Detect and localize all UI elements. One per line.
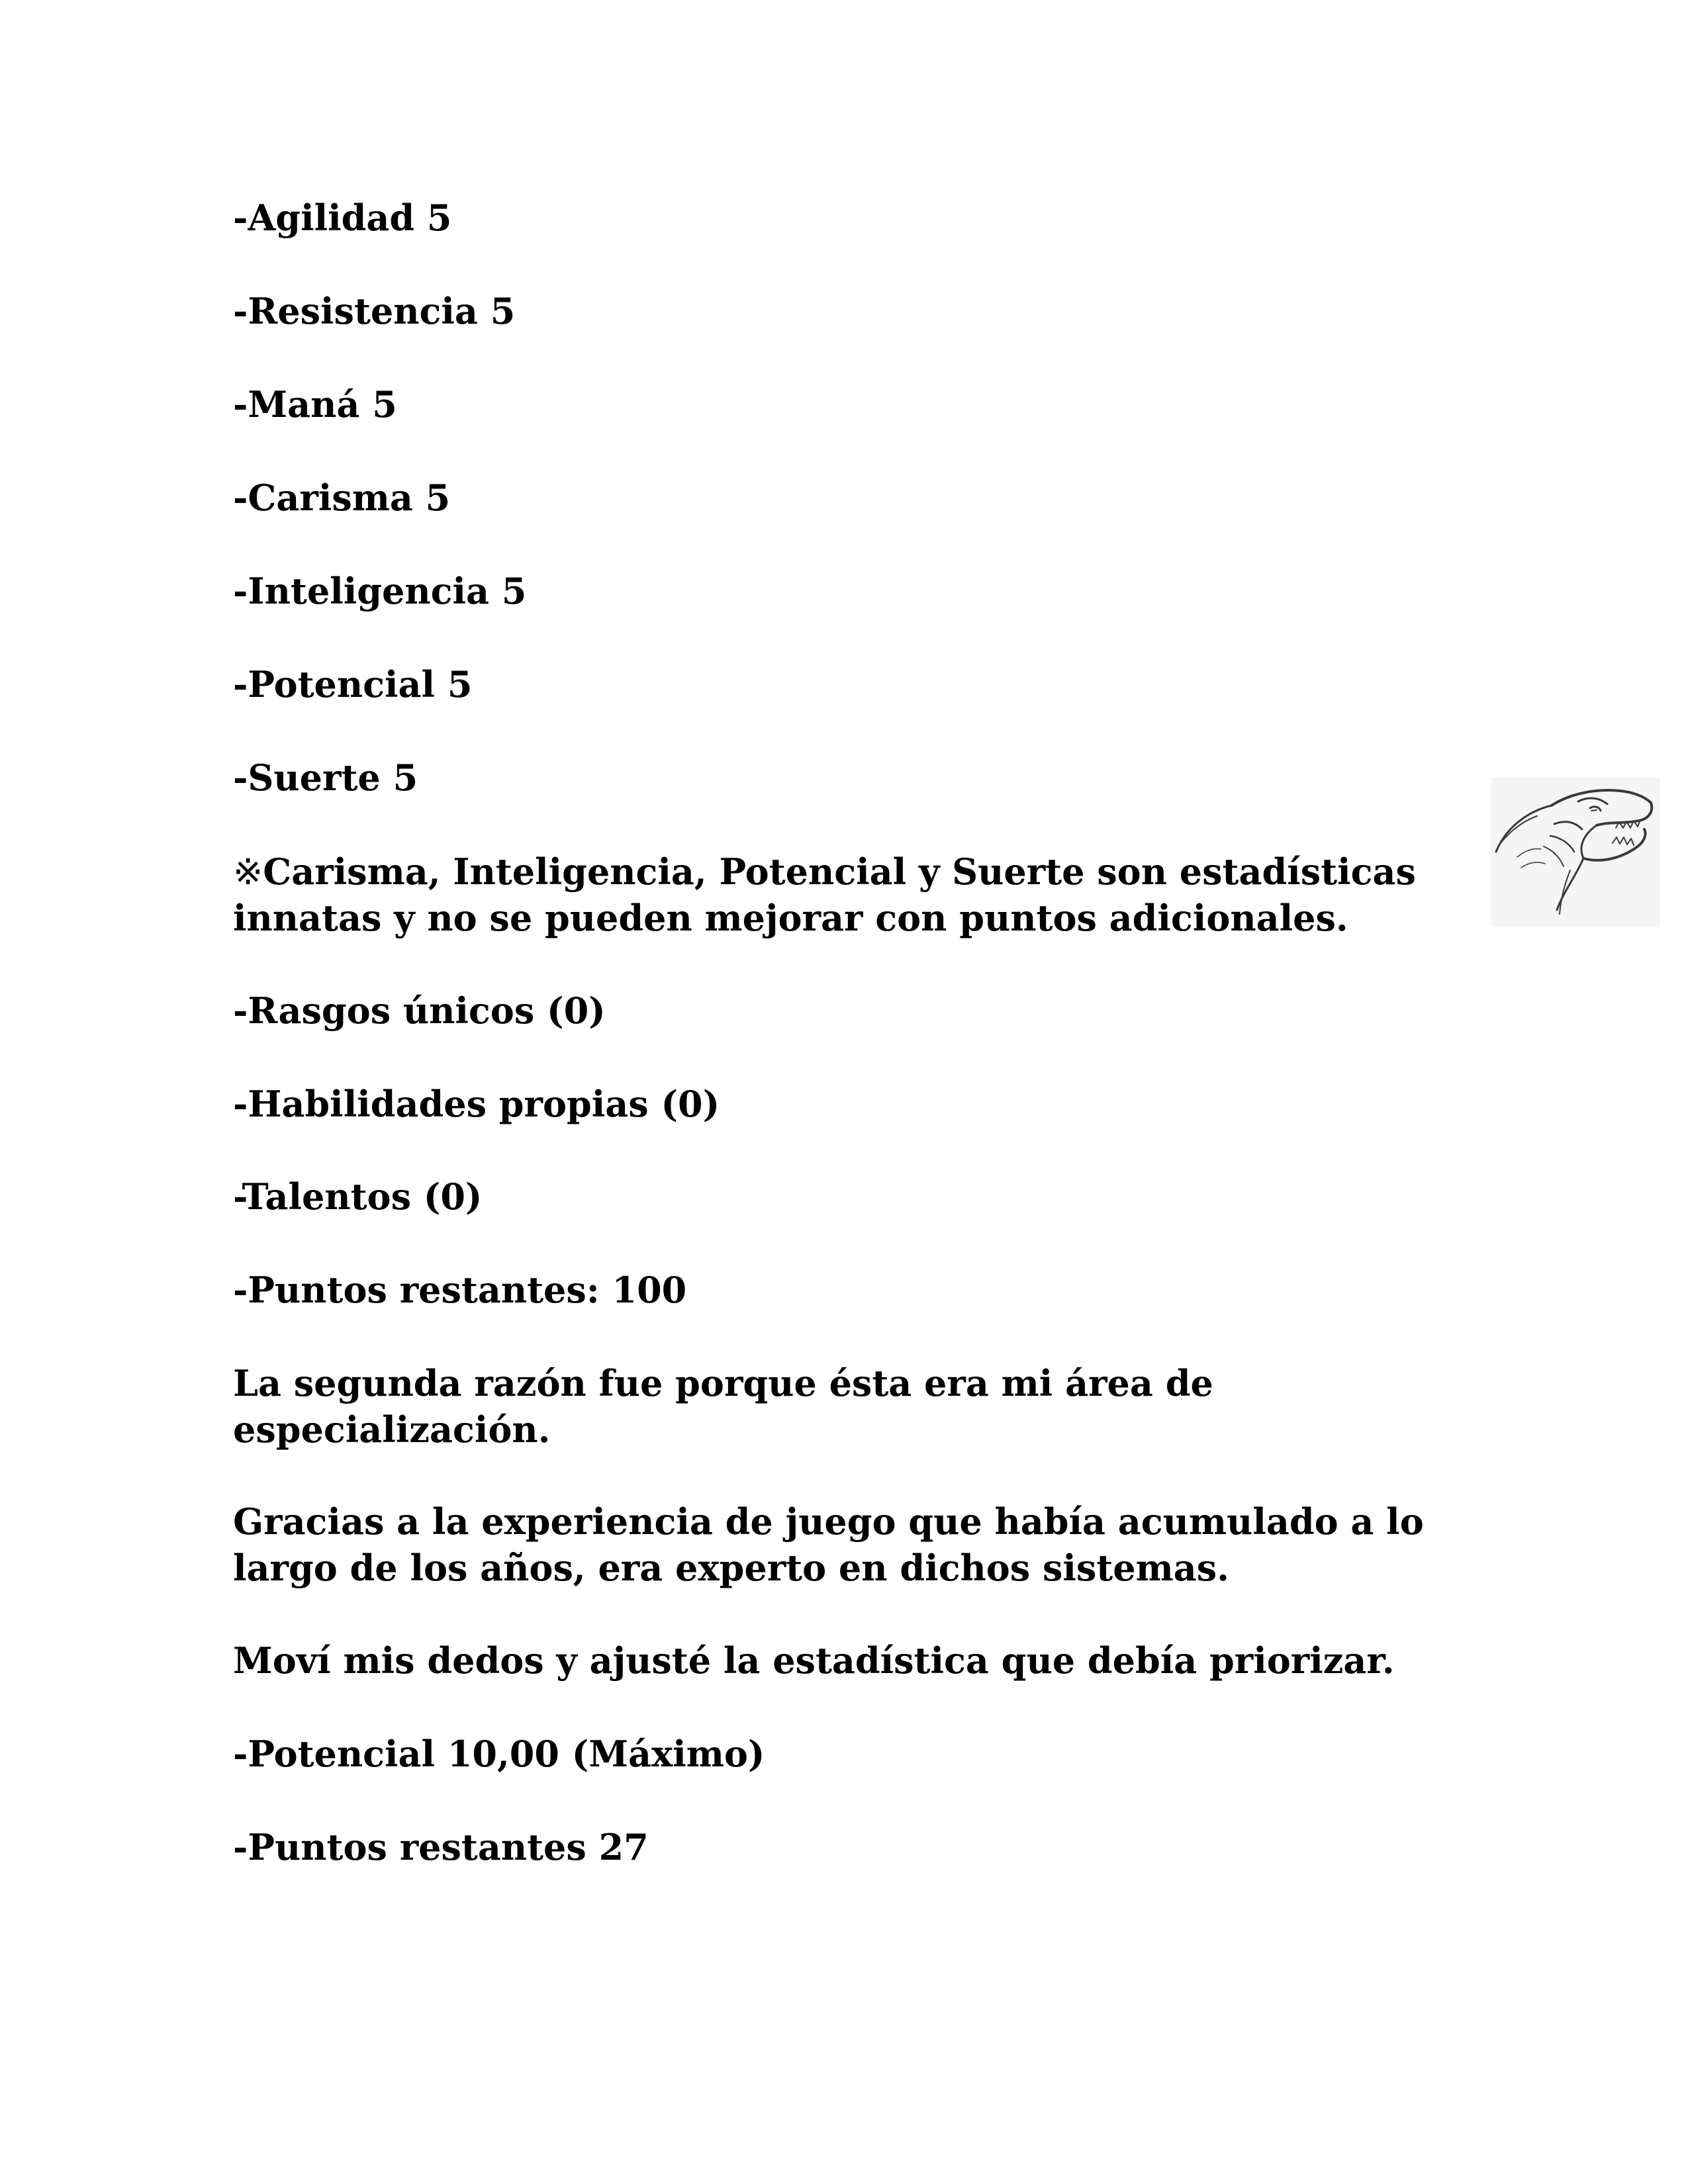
talentos: -Talentos (0) <box>233 1175 483 1218</box>
puntos-restantes-27: -Puntos restantes 27 <box>233 1826 649 1868</box>
stat-resistencia: -Resistencia 5 <box>233 290 516 332</box>
stat-inteligencia: -Inteligencia 5 <box>233 570 527 612</box>
note-line-1 <box>233 848 1416 895</box>
stat-mana: -Maná 5 <box>233 383 397 426</box>
dinosaur-head-icon <box>1491 778 1660 927</box>
note-line-2: innatas y no se pueden mejorar con puntos adicionales. <box>233 897 1348 939</box>
paragraph-2-line-2: largo de los años, era experto en dichos sistemas. <box>233 1547 1229 1589</box>
paragraph-1-line-1: La segunda razón fue porque ésta era mi área de <box>233 1362 1213 1404</box>
stat-suerte: -Suerte 5 <box>233 756 418 799</box>
puntos-restantes-100: -Puntos restantes: 100 <box>233 1269 687 1311</box>
potencial-maximo: -Potencial 10,00 (Máximo) <box>233 1733 765 1775</box>
rasgos-unicos: -Rasgos únicos (0) <box>233 989 606 1032</box>
paragraph-3: Moví mis dedos y ajusté la estadística que debía priorizar. <box>233 1639 1395 1682</box>
stat-agilidad: -Agilidad 5 <box>233 197 452 239</box>
paragraph-1-line-2: especialización. <box>233 1408 551 1451</box>
paragraph-2-line-1: Gracias a la experiencia de juego que había acumulado a lo <box>233 1500 1424 1543</box>
habilidades-propias: -Habilidades propias (0) <box>233 1083 720 1125</box>
reference-mark: ※ <box>233 851 263 893</box>
stat-potencial: -Potencial 5 <box>233 663 473 705</box>
note-text-1: Carisma, Inteligencia, Potencial y Suerte son estadísticas <box>263 850 1416 893</box>
stat-carisma: -Carisma 5 <box>233 477 451 519</box>
